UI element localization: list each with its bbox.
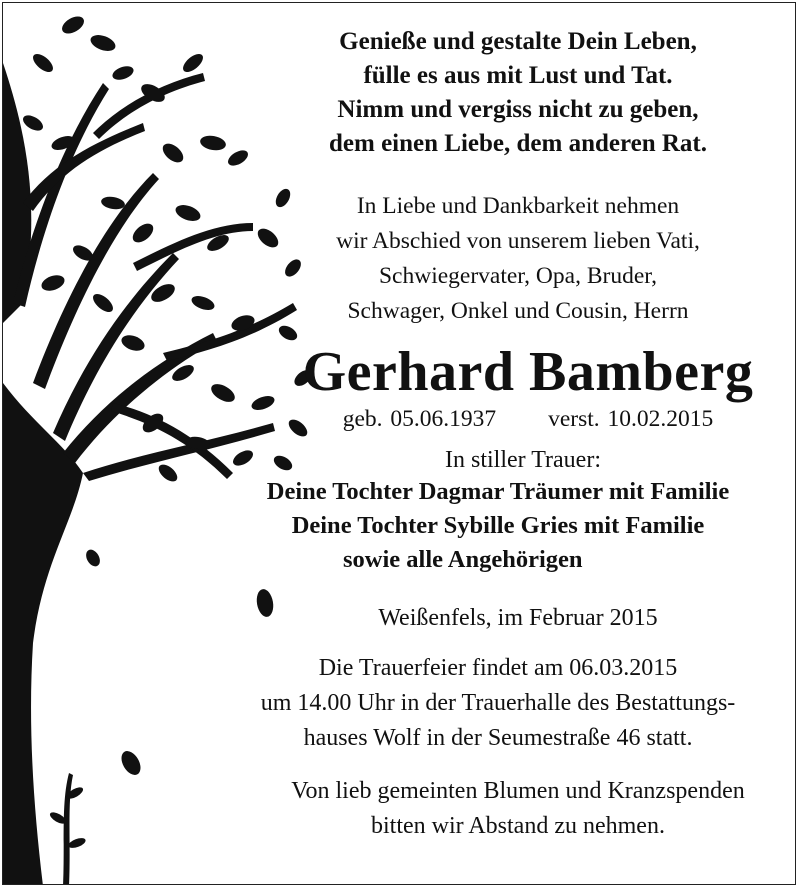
intro-line: Schwiegervater, Opa, Bruder, (378, 263, 658, 289)
mourner-line: Deine Tochter Sybille Gries mit Familie (291, 512, 705, 539)
funeral-info (203, 651, 793, 756)
mourner-line: sowie alle Angehörigen (343, 546, 583, 573)
death-date: verst. 10.02.2015 (548, 406, 714, 432)
flowers-line: Von lieb gemeinten Blumen und Kranzspenden (291, 778, 745, 804)
obituary-card (2, 2, 796, 885)
intro-line: In Liebe und Dankbarkeit nehmen (356, 193, 680, 219)
obituary-text (203, 3, 793, 844)
flowers-line: bitten wir Abstand zu nehmen. (371, 813, 665, 839)
poem-line: dem einen Liebe, dem anderen Rat. (329, 130, 707, 157)
deceased-name: Gerhard Bamberg (302, 341, 754, 403)
flowers-note (203, 774, 793, 844)
mourning-heading: In stiller Trauer: (445, 447, 601, 473)
intro-line: Schwager, Onkel und Cousin, Herrn (347, 298, 689, 324)
funeral-line: um 14.00 Uhr in der Trauerhalle des Bestattungs- (260, 690, 736, 716)
intro (203, 189, 793, 329)
poem-line: Genieße und gestalte Dein Leben, (339, 28, 697, 55)
funeral-line: Die Trauerfeier findet am 06.03.2015 (318, 655, 678, 681)
poem-line: Nimm und vergiss nicht zu geben, (337, 96, 699, 123)
poem (203, 25, 793, 161)
funeral-line: hauses Wolf in der Seumestraße 46 statt. (303, 725, 693, 751)
birth-date: geb. 05.06.1937 (342, 406, 497, 432)
place-date: Weißenfels, im Februar 2015 (378, 605, 658, 631)
poem-line: fülle es aus mit Lust und Tat. (363, 62, 673, 89)
mourner-line: Deine Tochter Dagmar Träumer mit Familie (266, 478, 730, 505)
intro-line: wir Abschied von unserem lieben Vati, (336, 228, 700, 254)
life-dates (203, 403, 793, 435)
